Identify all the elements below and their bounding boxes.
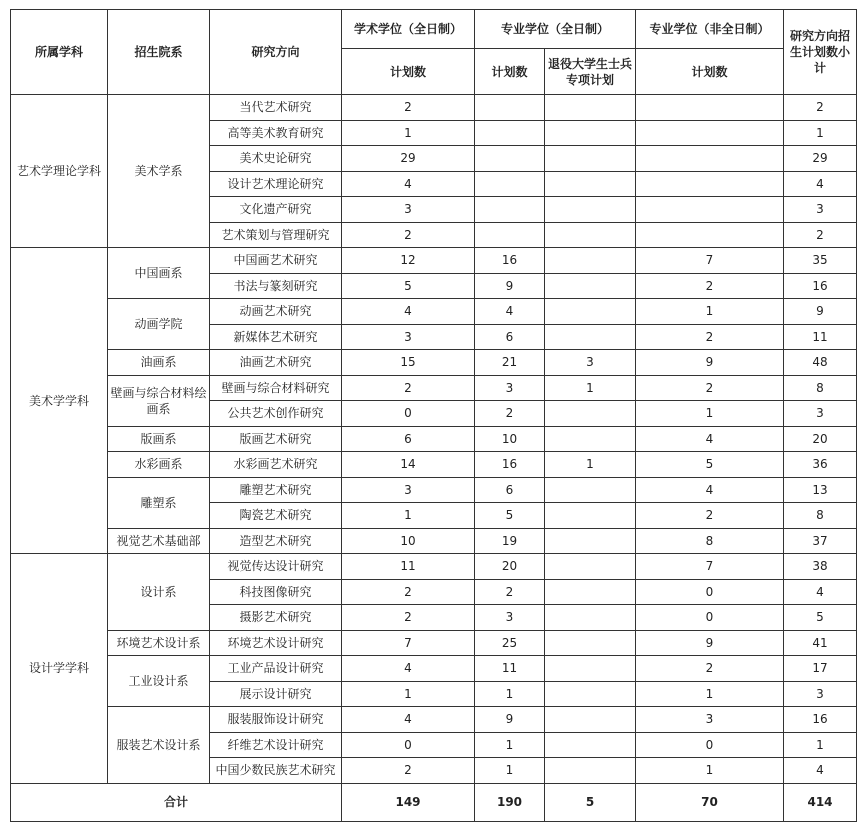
part-time-count-cell: 2 [636, 375, 784, 401]
subtotal-cell: 36 [784, 452, 857, 478]
subtotal-cell: 17 [784, 656, 857, 682]
veteran-count-cell [545, 273, 636, 299]
veteran-count-cell: 3 [545, 350, 636, 376]
department-cell: 服装艺术设计系 [108, 707, 210, 784]
professional-count-cell: 2 [475, 401, 545, 427]
professional-count-cell: 11 [475, 656, 545, 682]
academic-count-cell: 1 [342, 503, 475, 529]
subtotal-cell: 38 [784, 554, 857, 580]
direction-cell: 中国画艺术研究 [210, 248, 342, 274]
professional-count-cell: 10 [475, 426, 545, 452]
table-row [11, 248, 857, 274]
total-label: 合计 [11, 783, 342, 821]
veteran-count-cell [545, 656, 636, 682]
direction-cell: 环境艺术设计研究 [210, 630, 342, 656]
table-row [11, 707, 857, 733]
department-cell: 水彩画系 [108, 452, 210, 478]
enrollment-plan-table-wrapper [10, 9, 857, 822]
subtotal-cell: 8 [784, 375, 857, 401]
part-time-count-cell: 2 [636, 503, 784, 529]
direction-cell: 美术史论研究 [210, 146, 342, 172]
direction-cell: 陶瓷艺术研究 [210, 503, 342, 529]
veteran-count-cell [545, 248, 636, 274]
subtotal-cell: 35 [784, 248, 857, 274]
veteran-count-cell [545, 681, 636, 707]
professional-count-cell [475, 146, 545, 172]
veteran-count-cell [545, 401, 636, 427]
direction-cell: 中国少数民族艺术研究 [210, 758, 342, 784]
part-time-count-cell [636, 95, 784, 121]
total-academic: 149 [342, 783, 475, 821]
header-department: 招生院系 [108, 10, 210, 95]
professional-count-cell [475, 171, 545, 197]
direction-cell: 壁画与综合材料研究 [210, 375, 342, 401]
professional-count-cell [475, 197, 545, 223]
part-time-count-cell [636, 146, 784, 172]
subtotal-cell: 3 [784, 681, 857, 707]
direction-cell: 水彩画艺术研究 [210, 452, 342, 478]
professional-count-cell [475, 95, 545, 121]
professional-count-cell: 9 [475, 273, 545, 299]
part-time-count-cell [636, 222, 784, 248]
professional-count-cell: 3 [475, 605, 545, 631]
table-row [11, 426, 857, 452]
academic-count-cell: 3 [342, 477, 475, 503]
part-time-count-cell: 0 [636, 732, 784, 758]
academic-count-cell: 2 [342, 605, 475, 631]
part-time-count-cell: 4 [636, 426, 784, 452]
veteran-count-cell [545, 120, 636, 146]
direction-cell: 视觉传达设计研究 [210, 554, 342, 580]
professional-count-cell [475, 222, 545, 248]
veteran-count-cell [545, 426, 636, 452]
total-veteran: 5 [545, 783, 636, 821]
department-cell: 动画学院 [108, 299, 210, 350]
professional-count-cell [475, 120, 545, 146]
table-row [11, 95, 857, 121]
academic-count-cell: 0 [342, 732, 475, 758]
subtotal-cell: 1 [784, 732, 857, 758]
veteran-count-cell: 1 [545, 375, 636, 401]
table-row [11, 554, 857, 580]
academic-count-cell: 2 [342, 375, 475, 401]
veteran-count-cell [545, 146, 636, 172]
header-professional-part-time: 专业学位（非全日制） [636, 10, 784, 49]
part-time-count-cell: 7 [636, 554, 784, 580]
subtotal-cell: 48 [784, 350, 857, 376]
subtotal-cell: 41 [784, 630, 857, 656]
table-row [11, 375, 857, 401]
academic-count-cell: 3 [342, 197, 475, 223]
direction-cell: 造型艺术研究 [210, 528, 342, 554]
academic-count-cell: 2 [342, 579, 475, 605]
direction-cell: 科技图像研究 [210, 579, 342, 605]
subtotal-cell: 2 [784, 222, 857, 248]
veteran-count-cell [545, 222, 636, 248]
total-row [11, 783, 857, 821]
part-time-count-cell [636, 120, 784, 146]
veteran-count-cell [545, 95, 636, 121]
department-cell: 环境艺术设计系 [108, 630, 210, 656]
table-header [11, 10, 857, 95]
subtotal-cell: 4 [784, 171, 857, 197]
total-part-time: 70 [636, 783, 784, 821]
professional-count-cell: 5 [475, 503, 545, 529]
academic-count-cell: 7 [342, 630, 475, 656]
discipline-cell: 艺术学理论学科 [11, 95, 108, 248]
table-row [11, 350, 857, 376]
veteran-count-cell [545, 299, 636, 325]
department-cell: 雕塑系 [108, 477, 210, 528]
academic-count-cell: 4 [342, 656, 475, 682]
veteran-count-cell [545, 707, 636, 733]
part-time-count-cell: 4 [636, 477, 784, 503]
direction-cell: 摄影艺术研究 [210, 605, 342, 631]
direction-cell: 文化遗产研究 [210, 197, 342, 223]
header-direction: 研究方向 [210, 10, 342, 95]
subtotal-cell: 16 [784, 273, 857, 299]
subtotal-cell: 8 [784, 503, 857, 529]
professional-count-cell: 21 [475, 350, 545, 376]
academic-count-cell: 0 [342, 401, 475, 427]
part-time-count-cell: 2 [636, 273, 784, 299]
professional-count-cell: 20 [475, 554, 545, 580]
part-time-count-cell: 0 [636, 605, 784, 631]
subtotal-cell: 4 [784, 758, 857, 784]
department-cell: 设计系 [108, 554, 210, 631]
professional-count-cell: 4 [475, 299, 545, 325]
subtotal-cell: 3 [784, 197, 857, 223]
department-cell: 视觉艺术基础部 [108, 528, 210, 554]
part-time-count-cell: 8 [636, 528, 784, 554]
department-cell: 中国画系 [108, 248, 210, 299]
veteran-count-cell [545, 630, 636, 656]
direction-cell: 服装服饰设计研究 [210, 707, 342, 733]
veteran-count-cell [545, 758, 636, 784]
subtotal-cell: 5 [784, 605, 857, 631]
direction-cell: 书法与篆刻研究 [210, 273, 342, 299]
part-time-count-cell: 0 [636, 579, 784, 605]
total-professional: 190 [475, 783, 545, 821]
direction-cell: 油画艺术研究 [210, 350, 342, 376]
part-time-count-cell: 7 [636, 248, 784, 274]
direction-cell: 新媒体艺术研究 [210, 324, 342, 350]
header-professional-full-time: 专业学位（全日制） [475, 10, 636, 49]
academic-count-cell: 11 [342, 554, 475, 580]
academic-count-cell: 4 [342, 707, 475, 733]
table-body [11, 95, 857, 784]
header-subtotal: 研究方向招生计划数小计 [784, 10, 857, 95]
subtotal-cell: 37 [784, 528, 857, 554]
professional-count-cell: 2 [475, 579, 545, 605]
table-row [11, 656, 857, 682]
professional-count-cell: 16 [475, 452, 545, 478]
subtotal-cell: 13 [784, 477, 857, 503]
table-row [11, 630, 857, 656]
veteran-count-cell [545, 579, 636, 605]
header-academic-plan-count: 计划数 [342, 49, 475, 95]
veteran-count-cell [545, 324, 636, 350]
department-cell: 版画系 [108, 426, 210, 452]
header-part-time-plan-count: 计划数 [636, 49, 784, 95]
veteran-count-cell [545, 503, 636, 529]
academic-count-cell: 2 [342, 95, 475, 121]
academic-count-cell: 4 [342, 171, 475, 197]
subtotal-cell: 29 [784, 146, 857, 172]
academic-count-cell: 12 [342, 248, 475, 274]
subtotal-cell: 3 [784, 401, 857, 427]
part-time-count-cell: 1 [636, 758, 784, 784]
direction-cell: 展示设计研究 [210, 681, 342, 707]
academic-count-cell: 1 [342, 120, 475, 146]
subtotal-cell: 1 [784, 120, 857, 146]
professional-count-cell: 6 [475, 477, 545, 503]
part-time-count-cell: 1 [636, 681, 784, 707]
direction-cell: 工业产品设计研究 [210, 656, 342, 682]
subtotal-cell: 2 [784, 95, 857, 121]
academic-count-cell: 2 [342, 758, 475, 784]
academic-count-cell: 15 [342, 350, 475, 376]
veteran-count-cell [545, 554, 636, 580]
header-professional-plan-count: 计划数 [475, 49, 545, 95]
department-cell: 美术学系 [108, 95, 210, 248]
total-subtotal: 414 [784, 783, 857, 821]
header-discipline: 所属学科 [11, 10, 108, 95]
direction-cell: 设计艺术理论研究 [210, 171, 342, 197]
table-row [11, 299, 857, 325]
table-row [11, 477, 857, 503]
direction-cell: 版画艺术研究 [210, 426, 342, 452]
veteran-count-cell [545, 477, 636, 503]
discipline-cell: 美术学学科 [11, 248, 108, 554]
academic-count-cell: 5 [342, 273, 475, 299]
direction-cell: 纤维艺术设计研究 [210, 732, 342, 758]
direction-cell: 动画艺术研究 [210, 299, 342, 325]
veteran-count-cell [545, 528, 636, 554]
table-row [11, 528, 857, 554]
veteran-count-cell [545, 732, 636, 758]
part-time-count-cell: 3 [636, 707, 784, 733]
department-cell: 油画系 [108, 350, 210, 376]
academic-count-cell: 14 [342, 452, 475, 478]
part-time-count-cell: 1 [636, 401, 784, 427]
subtotal-cell: 11 [784, 324, 857, 350]
professional-count-cell: 9 [475, 707, 545, 733]
academic-count-cell: 3 [342, 324, 475, 350]
part-time-count-cell: 9 [636, 630, 784, 656]
academic-count-cell: 1 [342, 681, 475, 707]
professional-count-cell: 16 [475, 248, 545, 274]
veteran-count-cell [545, 197, 636, 223]
part-time-count-cell: 9 [636, 350, 784, 376]
part-time-count-cell: 5 [636, 452, 784, 478]
header-academic-full-time: 学术学位（全日制） [342, 10, 475, 49]
professional-count-cell: 3 [475, 375, 545, 401]
direction-cell: 当代艺术研究 [210, 95, 342, 121]
direction-cell: 高等美术教育研究 [210, 120, 342, 146]
veteran-count-cell [545, 605, 636, 631]
academic-count-cell: 2 [342, 222, 475, 248]
subtotal-cell: 4 [784, 579, 857, 605]
veteran-count-cell: 1 [545, 452, 636, 478]
academic-count-cell: 10 [342, 528, 475, 554]
part-time-count-cell: 1 [636, 299, 784, 325]
enrollment-plan-table [10, 9, 857, 822]
part-time-count-cell [636, 197, 784, 223]
subtotal-cell: 20 [784, 426, 857, 452]
part-time-count-cell [636, 171, 784, 197]
header-veteran-plan: 退役大学生士兵专项计划 [545, 49, 636, 95]
part-time-count-cell: 2 [636, 324, 784, 350]
professional-count-cell: 19 [475, 528, 545, 554]
academic-count-cell: 6 [342, 426, 475, 452]
professional-count-cell: 1 [475, 732, 545, 758]
professional-count-cell: 1 [475, 681, 545, 707]
subtotal-cell: 9 [784, 299, 857, 325]
professional-count-cell: 1 [475, 758, 545, 784]
department-cell: 壁画与综合材料绘画系 [108, 375, 210, 426]
table-footer [11, 783, 857, 821]
direction-cell: 艺术策划与管理研究 [210, 222, 342, 248]
direction-cell: 公共艺术创作研究 [210, 401, 342, 427]
part-time-count-cell: 2 [636, 656, 784, 682]
subtotal-cell: 16 [784, 707, 857, 733]
discipline-cell: 设计学学科 [11, 554, 108, 784]
department-cell: 工业设计系 [108, 656, 210, 707]
veteran-count-cell [545, 171, 636, 197]
academic-count-cell: 29 [342, 146, 475, 172]
professional-count-cell: 25 [475, 630, 545, 656]
table-row [11, 452, 857, 478]
direction-cell: 雕塑艺术研究 [210, 477, 342, 503]
academic-count-cell: 4 [342, 299, 475, 325]
professional-count-cell: 6 [475, 324, 545, 350]
